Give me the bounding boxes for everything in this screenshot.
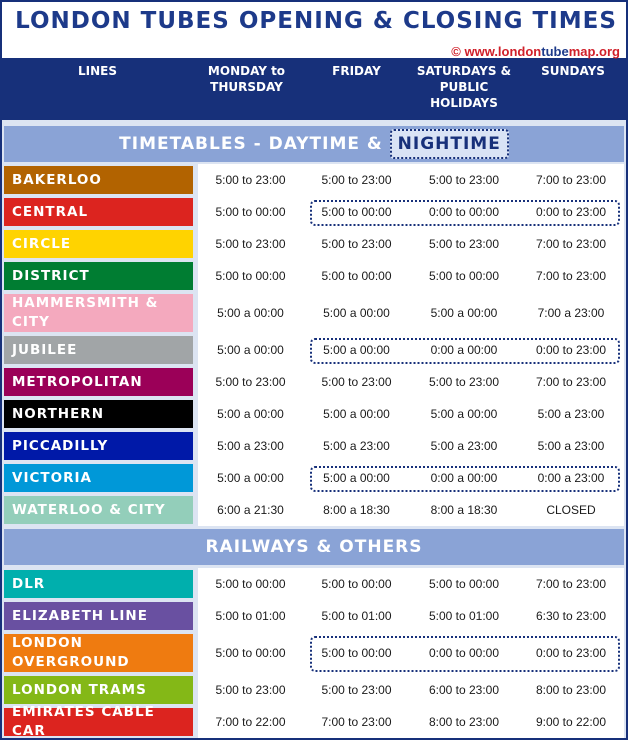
time-cell: 5:00 a 23:00 <box>217 439 284 453</box>
page-title: LONDON TUBES OPENING & CLOSING TIMES <box>15 8 617 34</box>
time-cell: 5:00 a 23:00 <box>323 439 390 453</box>
time-cell: 8:00 to 23:00 <box>535 683 607 697</box>
time-cell: 7:00 a 23:00 <box>537 306 605 320</box>
time-cell: 5:00 a 00:00 <box>217 407 284 421</box>
table-row <box>4 228 624 260</box>
time-cell: 7:00 to 23:00 <box>321 715 392 729</box>
line-name: HAMMERSMITH & CITY <box>4 294 193 332</box>
line-name: ELIZABETH LINE <box>4 602 193 630</box>
line-name: DLR <box>4 570 193 598</box>
time-cell: 5:00 a 00:00 <box>430 407 498 421</box>
time-cell: 5:00 a 00:00 <box>430 306 498 320</box>
line-name: CENTRAL <box>4 198 193 226</box>
time-cell: 5:00 to 23:00 <box>215 683 286 697</box>
time-cell: 5:00 to 00:00 <box>215 577 286 591</box>
time-cell: 5:00 a 00:00 <box>217 306 284 320</box>
time-cell: 5:00 a 00:00 <box>217 471 284 485</box>
header-sundays: SUNDAYS <box>541 64 605 78</box>
table-row <box>4 430 624 462</box>
table-row <box>4 706 624 738</box>
header-sat-line2: PUBLIC <box>439 80 489 94</box>
time-cell: 5:00 to 00:00 <box>321 205 392 219</box>
table-row <box>4 260 624 292</box>
time-cell: 7:00 to 23:00 <box>535 173 607 187</box>
time-cell: 8:00 to 23:00 <box>428 715 500 729</box>
time-cell: 8:00 a 18:30 <box>430 503 498 517</box>
time-cell: 5:00 to 00:00 <box>321 577 392 591</box>
line-name: EMIRATES CABLE CAR <box>4 708 193 736</box>
time-cell: 5:00 to 23:00 <box>215 173 286 187</box>
time-cell: 8:00 a 18:30 <box>323 503 390 517</box>
header-saturdays <box>410 63 518 111</box>
time-cell: 5:00 to 01:00 <box>215 609 286 623</box>
time-cell: 0:00 to 23:00 <box>535 343 607 357</box>
table-row <box>4 164 624 196</box>
time-cell: 5:00 a 00:00 <box>323 407 390 421</box>
time-cell: 5:00 to 00:00 <box>428 269 500 283</box>
time-cell: 5:00 to 23:00 <box>215 375 286 389</box>
time-cell: 7:00 to 22:00 <box>215 715 286 729</box>
table-row <box>4 398 624 430</box>
time-cell: 6:00 to 23:00 <box>428 683 500 697</box>
header-mon-thu-line1: MONDAY to <box>207 64 286 78</box>
line-name: DISTRICT <box>4 262 193 290</box>
time-cell: 0:00 to 00:00 <box>428 205 500 219</box>
time-cell: 5:00 to 23:00 <box>215 237 286 251</box>
time-cell: 7:00 to 23:00 <box>535 375 607 389</box>
time-cell: 5:00 to 01:00 <box>428 609 500 623</box>
time-cell: 5:00 to 23:00 <box>428 173 500 187</box>
time-cell: 5:00 to 23:00 <box>321 683 392 697</box>
time-cell: 0:00 to 23:00 <box>535 205 607 219</box>
time-cell: CLOSED <box>546 503 596 517</box>
website-link[interactable] <box>451 44 620 59</box>
table-row <box>4 674 624 706</box>
time-cell: 5:00 to 00:00 <box>321 646 392 660</box>
line-name: NORTHERN <box>4 400 193 428</box>
time-cell: 5:00 to 23:00 <box>321 237 392 251</box>
time-cell: 9:00 to 22:00 <box>535 715 607 729</box>
line-name: METROPOLITAN <box>4 368 193 396</box>
time-cell: 5:00 to 00:00 <box>321 269 392 283</box>
time-cell: 5:00 a 00:00 <box>323 343 390 357</box>
time-cell: 5:00 a 00:00 <box>323 306 390 320</box>
url-suffix: map.org <box>568 44 620 59</box>
time-cell: 5:00 to 23:00 <box>321 375 392 389</box>
time-cell: 0:00 a 00:00 <box>430 343 498 357</box>
line-name: BAKERLOO <box>4 166 193 194</box>
time-cell: 0:00 a 23:00 <box>537 471 605 485</box>
line-name: LONDON TRAMS <box>4 676 193 704</box>
time-cell: 5:00 to 00:00 <box>215 205 286 219</box>
section-railways: RAILWAYS & OTHERS <box>4 529 624 565</box>
title-bar <box>0 0 628 60</box>
time-cell: 5:00 to 23:00 <box>321 173 392 187</box>
header-sat-line1: SATURDAYS & <box>416 64 512 78</box>
time-cell: 5:00 a 00:00 <box>217 343 284 357</box>
header-sat-line3: HOLIDAYS <box>430 96 498 110</box>
table-row <box>4 196 624 228</box>
time-cell: 6:30 to 23:00 <box>535 609 607 623</box>
table-row <box>4 494 624 526</box>
table-row <box>4 366 624 398</box>
header-mon-thu-line2: THURSDAY <box>210 80 283 94</box>
table-row <box>4 632 624 674</box>
time-cell: 6:00 a 21:30 <box>217 503 284 517</box>
time-cell: 5:00 a 23:00 <box>430 439 498 453</box>
line-name: CIRCLE <box>4 230 193 258</box>
time-cell: 0:00 a 00:00 <box>430 471 498 485</box>
table-row <box>4 334 624 366</box>
header-friday: FRIDAY <box>332 64 381 78</box>
url-middle: tube <box>541 44 569 59</box>
line-name: JUBILEE <box>4 336 193 364</box>
time-cell: 0:00 to 23:00 <box>535 646 607 660</box>
time-cell: 7:00 to 23:00 <box>535 269 607 283</box>
line-name: WATERLOO & CITY <box>4 496 193 524</box>
line-name: LONDON OVERGROUND <box>4 634 193 672</box>
time-cell: 5:00 to 00:00 <box>215 646 286 660</box>
url-prefix: www.london <box>464 44 542 59</box>
table-row <box>4 462 624 494</box>
table-row <box>4 292 624 334</box>
header-lines: LINES <box>78 64 117 78</box>
time-cell: 5:00 a 23:00 <box>537 407 605 421</box>
section-tubes <box>4 126 624 162</box>
line-name: PICCADILLY <box>4 432 193 460</box>
time-cell: 5:00 to 23:00 <box>428 375 500 389</box>
header-mon-thu <box>194 63 299 95</box>
time-cell: 0:00 to 00:00 <box>428 646 500 660</box>
line-name: VICTORIA <box>4 464 193 492</box>
time-cell: 7:00 to 23:00 <box>535 577 607 591</box>
section-tubes-label: TIMETABLES - DAYTIME & <box>119 134 383 154</box>
time-cell: 5:00 to 00:00 <box>428 577 500 591</box>
table-row <box>4 568 624 600</box>
time-cell: 5:00 to 01:00 <box>321 609 392 623</box>
copyright-symbol: © <box>451 44 461 59</box>
time-cell: 5:00 a 00:00 <box>323 471 390 485</box>
time-cell: 7:00 to 23:00 <box>535 237 607 251</box>
time-cell: 5:00 to 23:00 <box>428 237 500 251</box>
nightime-label: NIGHTIME <box>390 129 509 159</box>
time-cell: 5:00 to 00:00 <box>215 269 286 283</box>
time-cell: 5:00 a 23:00 <box>537 439 605 453</box>
table-header <box>0 60 628 120</box>
table-row <box>4 600 624 632</box>
